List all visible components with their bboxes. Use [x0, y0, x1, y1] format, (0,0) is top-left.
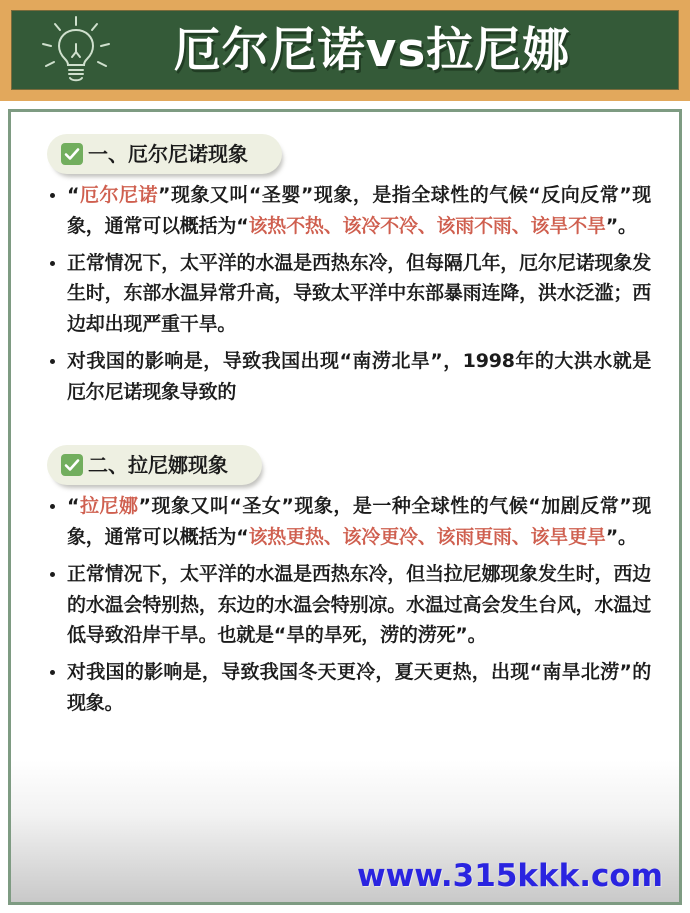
list-item — [43, 346, 651, 408]
list-item — [43, 491, 651, 553]
list-item — [43, 248, 651, 340]
list-item — [43, 180, 651, 242]
content-card — [8, 109, 682, 905]
highlight-term: 拉尼娜 — [79, 495, 139, 518]
highlight-term: 该热更热、该冷更冷、该雨更雨、该旱更旱 — [248, 526, 606, 549]
text-segment: 正常情况下，太平洋的水温是西热东冷，但每隔几年，厄尔尼诺现象发生时，东部水温异常升高，导致太平洋中东部暴雨连降，洪水泛滥；西边却出现严重干旱。 — [67, 251, 651, 336]
section-title-1: 一、厄尔尼诺现象 — [88, 142, 248, 166]
page-title: 厄尔尼诺vs拉尼娜 — [173, 22, 571, 78]
content-body — [11, 112, 679, 902]
text-segment: ”。 — [605, 214, 637, 237]
section-spacer — [35, 413, 655, 445]
bullet-list-1 — [35, 180, 655, 407]
list-item — [43, 559, 651, 651]
section-header-2 — [47, 445, 262, 485]
list-item — [43, 657, 651, 719]
section-title-2: 二、拉尼娜现象 — [88, 453, 228, 478]
watermark: www.315kkk.com — [356, 858, 663, 894]
checkbox-checked-icon — [61, 143, 83, 165]
header-frame — [0, 0, 690, 101]
highlight-term: 厄尔尼诺 — [79, 184, 158, 206]
bullet-list-2 — [35, 491, 655, 718]
checkbox-checked-icon — [61, 454, 83, 476]
text-segment: 对我国的影响是，导致我国出现“南涝北旱”，1998年的大洪水就是厄尔尼诺现象导致的 — [67, 349, 651, 403]
text-segment: 对我国的影响是，导致我国冬天更冷，夏天更热，出现“南旱北涝”的现象。 — [67, 661, 651, 714]
text-segment: ”现象又叫“圣女”现象，是一种全球性的气候“加剧反常”现象，通常可以概括为“ — [67, 495, 651, 549]
lightbulb-icon — [33, 11, 119, 89]
text-segment: 正常情况下，太平洋的水温是西热东冷，但当拉尼娜现象发生时，西边的水温会特别热，东边的水温会特别凉。水温过高会发生台风，水温过低导致沿岸干旱。也就是“旱的旱死，涝的涝死”。 — [67, 562, 651, 647]
section-header-1 — [47, 134, 282, 174]
text-segment: “ — [67, 495, 80, 518]
highlight-term: 该热不热、该冷不冷、该雨不雨、该旱不旱 — [248, 214, 606, 237]
text-segment: ”。 — [605, 526, 637, 549]
text-segment: “ — [67, 184, 80, 206]
text-segment: ”现象又叫“圣婴”现象，是指全球性的气候“反向反常”现象，通常可以概括为“ — [67, 184, 651, 237]
chalkboard-banner — [11, 10, 679, 90]
